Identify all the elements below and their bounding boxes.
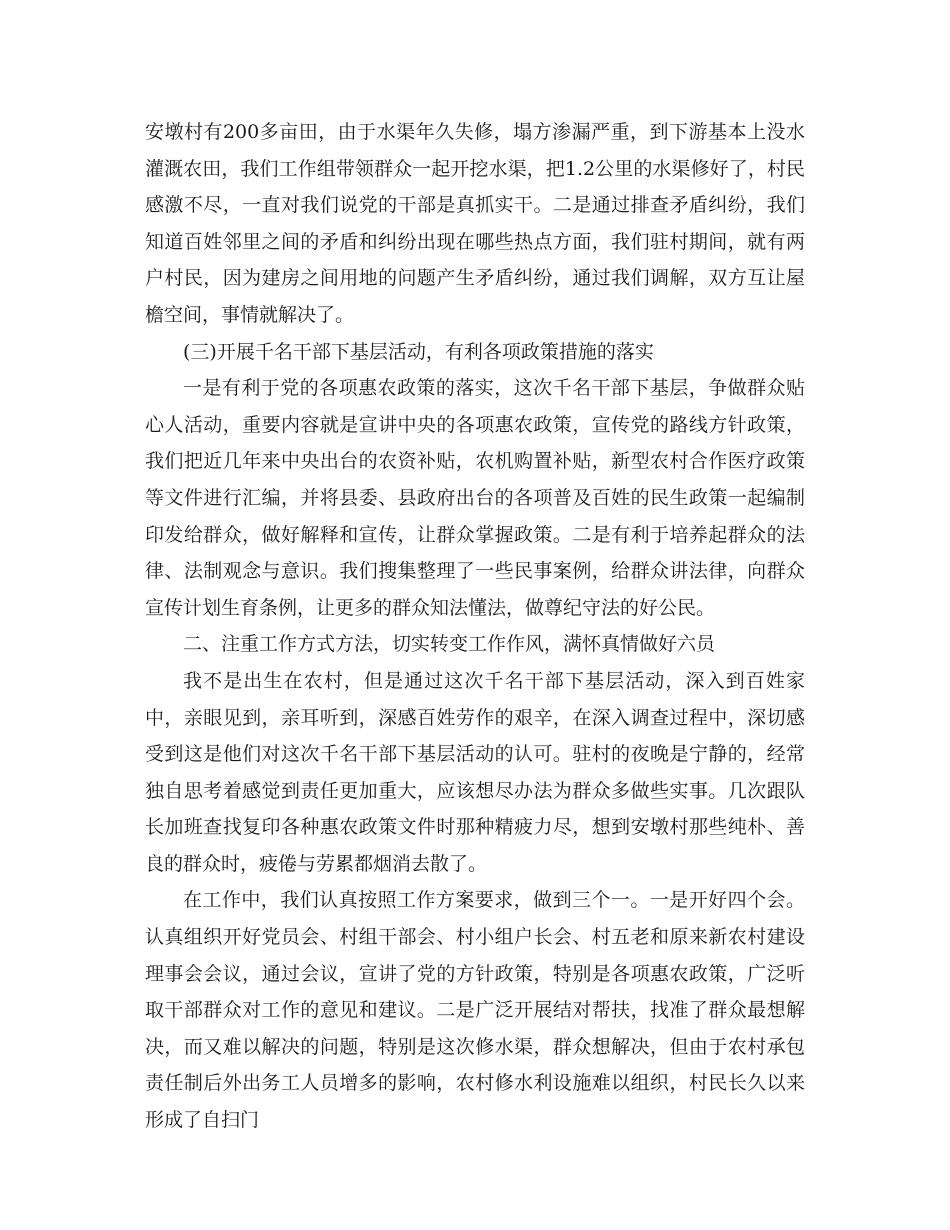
paragraph-experience: 我不是出生在农村，但是通过这次千名干部下基层活动，深入到百姓家中，亲眼见到，亲耳听到，深感百姓劳作的艰辛，在深入调查过程中，深切感受到这是他们对这次千名干部下基层活动的认可。驻村的夜晚是宁静的，经常独自思考着感觉到责任更加重大，应该想尽办法为群众多做些实事。几次跟队长加班查找复印各种惠农政策文件时那种精疲力尽，想到安墩村那些纯朴、善良的群众时，疲倦与劳累都烟消去散了。	[145, 669, 805, 875]
section-heading-policy: (三)开展千名干部下基层活动，有利各项政策措施的落实	[183, 340, 654, 363]
paragraph-meetings: 在工作中，我们认真按照工作方案要求，做到三个一。一是开好四个会。认真组织开好党员会、村组干部会、村小组户长会、村五老和原来新农村建设理事会会议，通过会议，宣讲了党的方针政策，特别是各项惠农政策，广泛听取干部群众对工作的意见和建议。二是广泛开展结对帮扶，找准了群众最想解决，而又难以解决的问题，特别是这次修水渠，群众想解决，但由于农村承包责任制后外出务工人员增多的影响，农村修水利设施难以组织，村民长久以来形成了自扫门	[145, 889, 805, 1132]
paragraph-water-channel: 安墩村有200多亩田，由于水渠年久失修，塌方渗漏严重，到下游基本上没水灌溉农田，我们工作组带领群众一起开挖水渠，把1.2公里的水渠修好了，村民感激不尽，一直对我们说党的干部是真抓实干。二是通过排查矛盾纠纷，我们知道百姓邻里之间的矛盾和纠纷出现在哪些热点方面，我们驻村期间，就有两户村民，因为建房之间用地的问题产生矛盾纠纷，通过我们调解，双方互让屋檐空间，事情就解决了。	[145, 121, 805, 326]
section-heading-work-style: 二、注重工作方式方法，切实转变工作作风，满怀真情做好六员	[183, 633, 716, 656]
paragraph-policy: 一是有利于党的各项惠农政策的落实，这次千名干部下基层，争做群众贴心人活动，重要内容就是宣讲中央的各项惠农政策，宣传党的路线方针政策，我们把近几年来中央出台的农资补贴，农机购置补贴，新型农村合作医疗政策等文件进行汇编，并将县委、县政府出台的各项普及百姓的民生政策一起编制印发给群众，做好解释和宣传，让群众掌握政策。二是有利于培养起群众的法律、法制观念与意识。我们搜集整理了一些民事案例，给群众讲法律，向群众宣传计划生育条例，让更多的群众知法懂法，做尊纪守法的好公民。	[145, 377, 805, 619]
document-page	[145, 114, 805, 1139]
